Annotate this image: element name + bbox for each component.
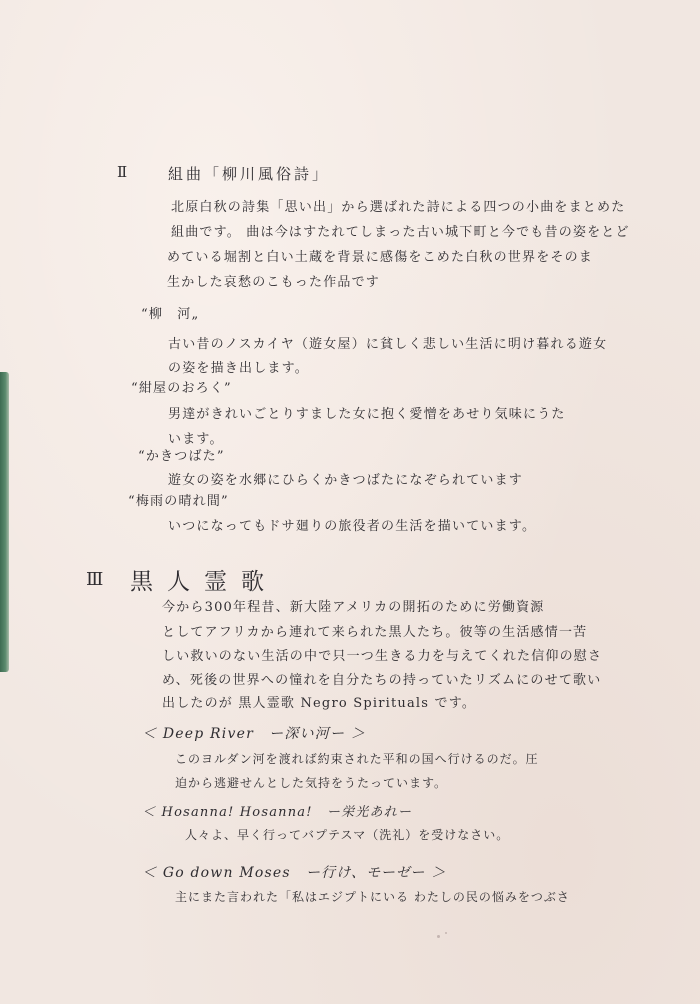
- song-description-line: 人々よ、早く行ってバプテスマ（洗礼）を受けなさい。: [185, 828, 510, 842]
- section-2-title: 組曲「柳川風俗詩」: [168, 165, 331, 183]
- song-title: ＜ Hosanna! Hosanna! ー栄光あれー: [142, 805, 413, 820]
- piece-description-line: いつになってもドサ廻りの旅役者の生活を描いています。: [168, 519, 537, 534]
- green-binding-strip: [0, 372, 9, 672]
- song-title: ＜ Deep River ー深い河ー ＞: [142, 726, 367, 742]
- piece-title: “紺屋のおろく”: [131, 381, 232, 396]
- piece-title: “柳 河„: [141, 307, 200, 322]
- paper-spot: [437, 935, 440, 938]
- piece-description-line: います。: [168, 432, 224, 447]
- section-3-intro-line: しい救いのない生活の中で只一つ生きる力を与えてくれた信仰の慰さ: [162, 649, 603, 664]
- section-2-intro-line: めている堀割と白い土蔵を背景に感傷をこめた白秋の世界をそのま: [167, 250, 594, 265]
- piece-description-line: の姿を描き出します。: [168, 361, 309, 376]
- piece-description-line: 古い昔のノスカイヤ（遊女屋）に貧しく悲しい生活に明け暮れる遊女: [168, 337, 608, 352]
- section-3-intro-line: め、死後の世界への憧れを自分たちの持っていたリズムにのせて歌い: [162, 673, 602, 688]
- section-3-numeral: Ⅲ: [86, 569, 104, 590]
- section-2-intro-line: 組曲です。 曲は今はすたれてしまった古い城下町と今でも昔の姿をとど: [171, 225, 630, 240]
- piece-description-line: 男達がきれいごとりすました女に抱く愛憎をあせり気味にうた: [168, 407, 566, 422]
- section-3-intro-line: 今から300年程昔、新大陸アメリカの開拓のために労働資源: [162, 600, 545, 615]
- paper-spot: [445, 932, 447, 934]
- section-3-intro-line: としてアフリカから連れて来られた黒人たち。彼等の生活感情一苦: [162, 625, 588, 640]
- section-2-intro-line: 生かした哀愁のこもった作品です: [167, 275, 381, 290]
- section-2-numeral: Ⅱ: [117, 163, 128, 181]
- song-title: ＜ Go down Moses ー行け、モーゼー ＞: [142, 865, 447, 881]
- piece-title: “かきつばた”: [138, 449, 225, 464]
- song-description-line: 主にまた言われた「私はエジプトにいる わたしの民の悩みをつぶさ: [175, 890, 570, 904]
- section-2-intro-line: 北原白秋の詩集「思い出」から選ばれた詩による四つの小曲をまとめた: [171, 200, 626, 215]
- section-3-intro-line: 出したのが 黒人霊歌 Negro Spirituals です。: [162, 696, 477, 711]
- song-description-line: 迫から逃避せんとした気持をうたっています。: [175, 776, 448, 790]
- section-3-title: 黒人霊歌: [130, 569, 278, 595]
- piece-title: “梅雨の晴れ間”: [128, 494, 229, 509]
- piece-description-line: 遊女の姿を水郷にひらくかきつばたになぞられています: [168, 473, 524, 488]
- song-description-line: このヨルダン河を渡れば約束された平和の国へ行けるのだ。圧: [175, 752, 539, 766]
